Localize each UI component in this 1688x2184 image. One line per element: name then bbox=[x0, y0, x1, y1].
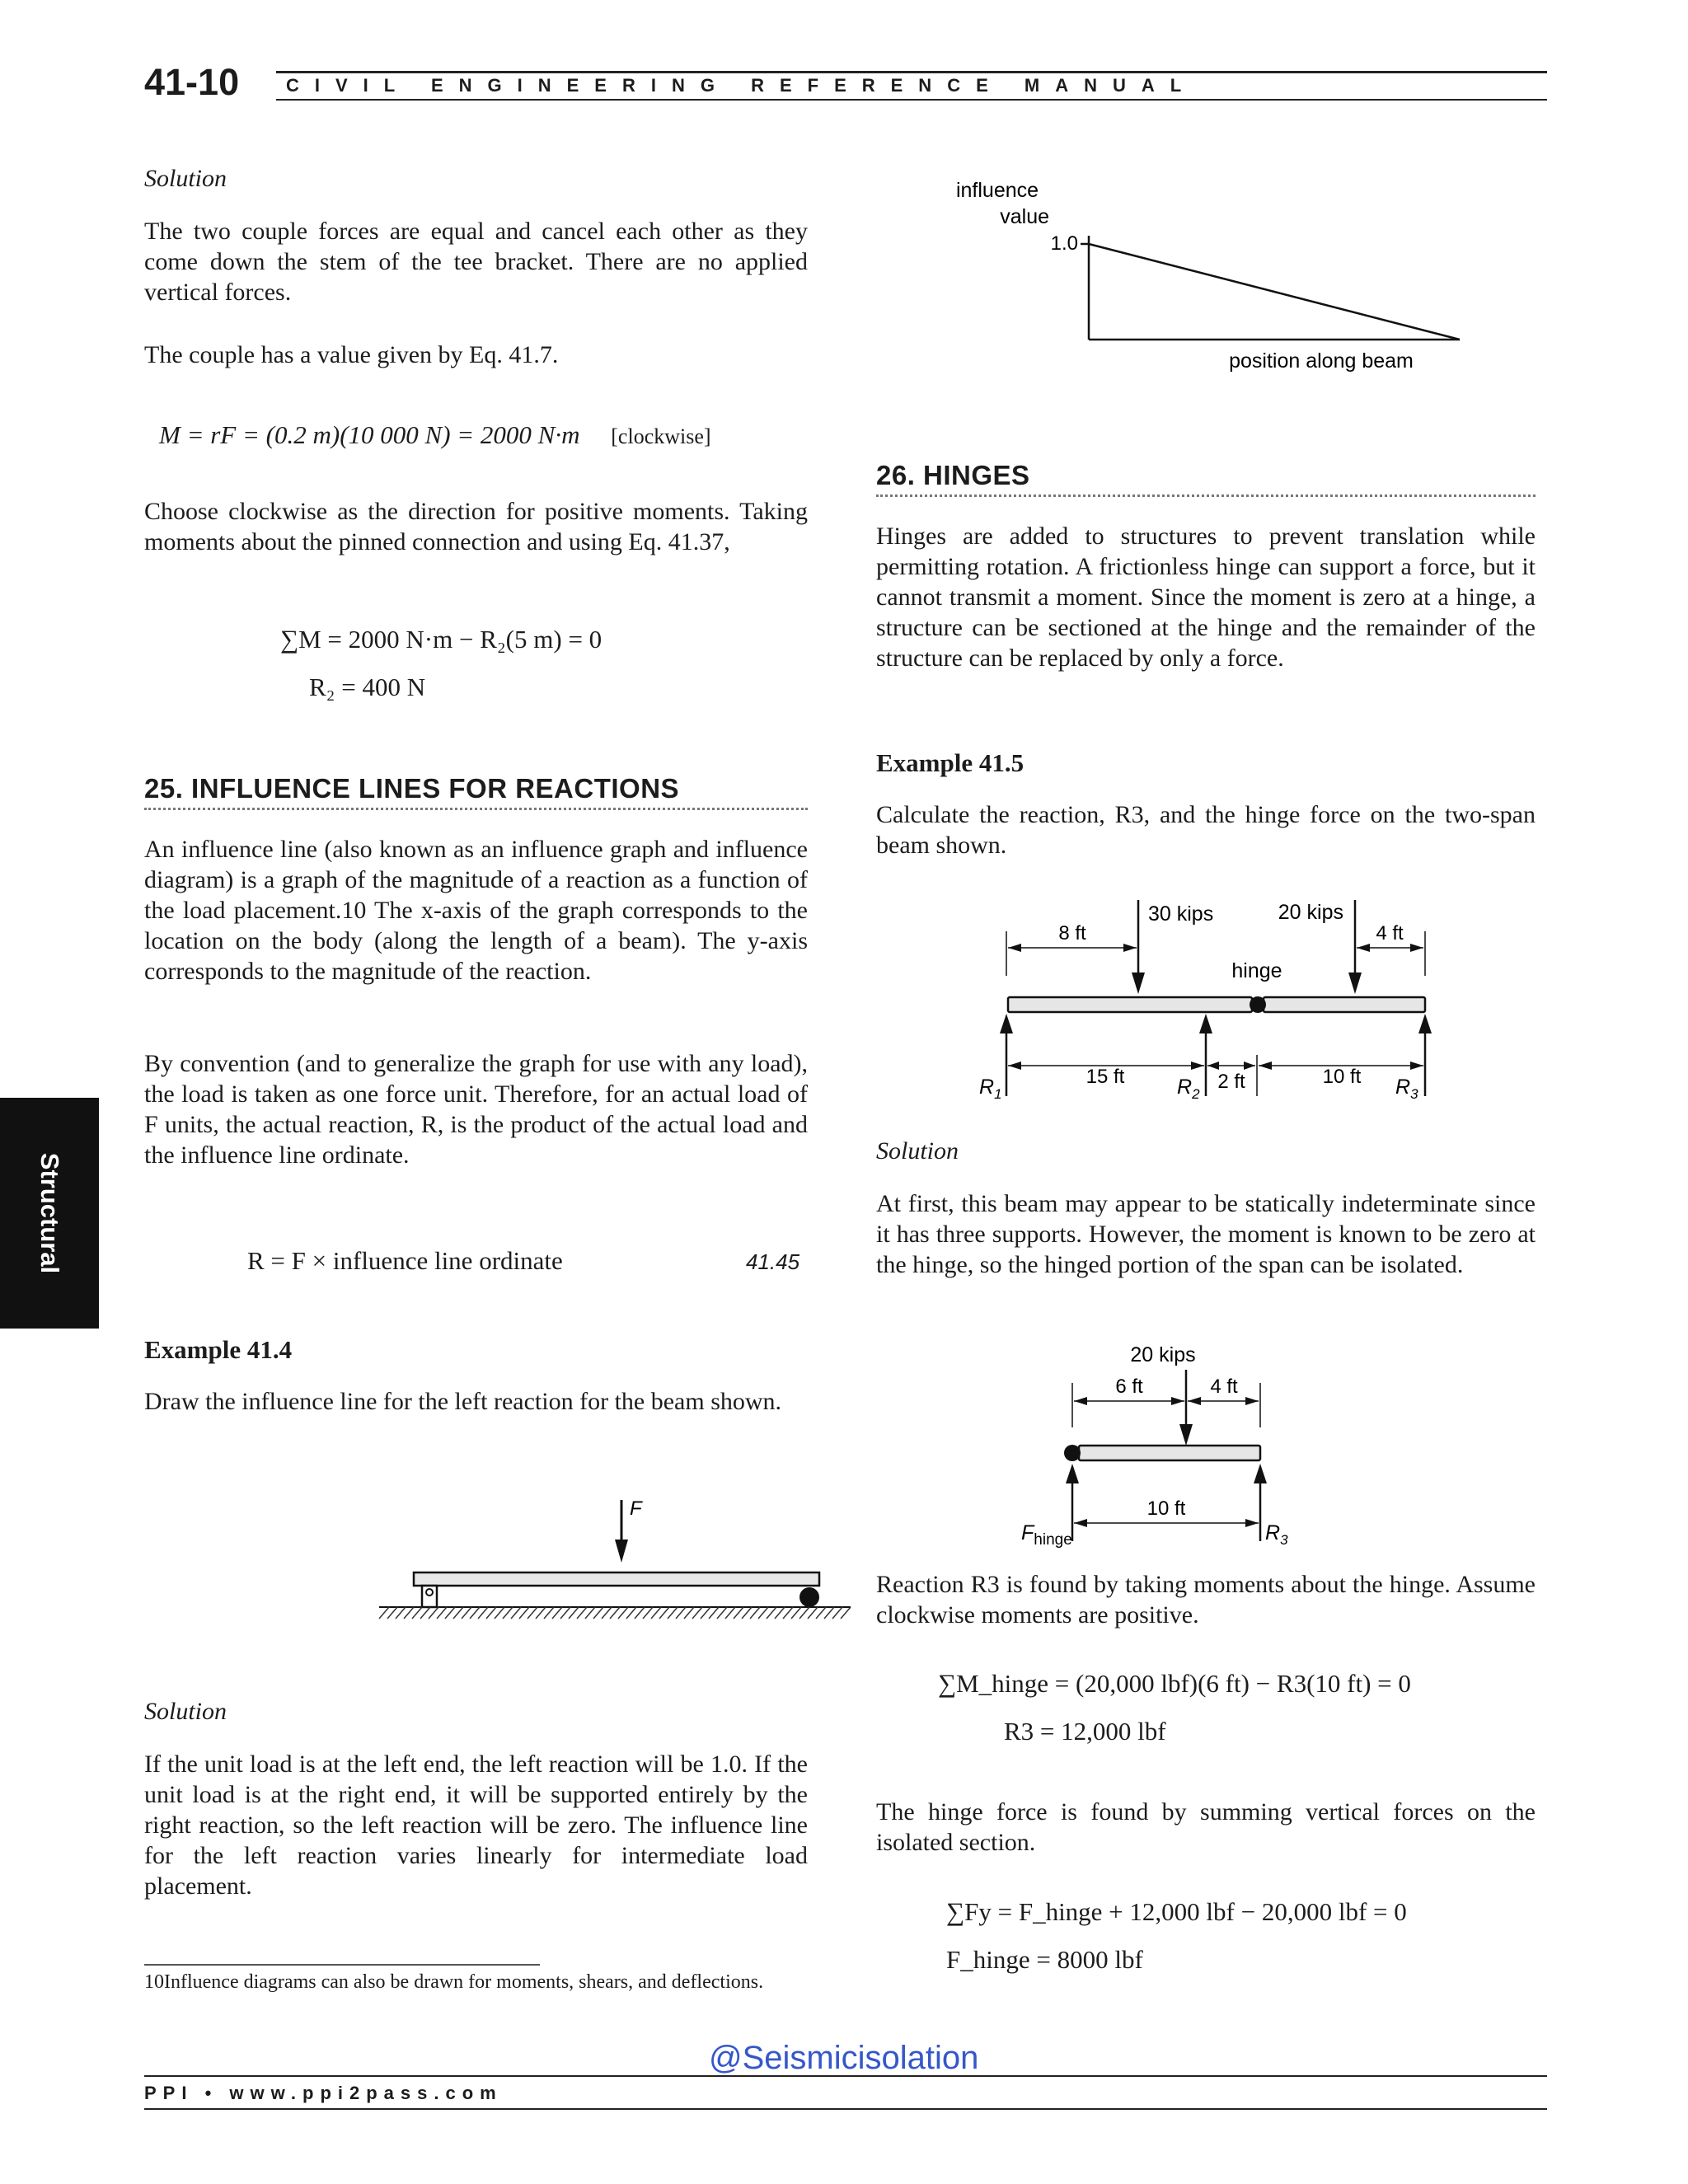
section-side-tab bbox=[0, 1098, 99, 1329]
influence-ylabel-line2: value bbox=[1000, 205, 1049, 228]
ground-hatching bbox=[379, 1607, 851, 1619]
hinge-pin bbox=[1064, 1445, 1081, 1461]
dimension-label-10ft: 10 ft bbox=[1322, 1066, 1362, 1088]
beam-left-span bbox=[1008, 997, 1252, 1012]
footnote-rule bbox=[144, 1964, 540, 1966]
example-title-41-4: Example 41.4 bbox=[144, 1335, 293, 1364]
dimension-label-15ft: 15 ft bbox=[1085, 1066, 1125, 1088]
dimension-label-8ft: 8 ft bbox=[1058, 922, 1086, 944]
equation-couple bbox=[159, 420, 711, 450]
roller-support bbox=[799, 1587, 819, 1607]
equation-moment-hinge: ∑M_hinge = (20,000 lbf)(6 ft) − R3(10 ft) = 0 bbox=[938, 1669, 1411, 1698]
paragraph: Draw the influence line for the left reaction for the beam shown. bbox=[144, 1388, 782, 1415]
load-label-20: 20 kips bbox=[1278, 901, 1343, 924]
side-tab-label: Structural bbox=[35, 1152, 64, 1274]
equation-main: M = rF = (0.2 m)(10 000 N) = 2000 N·m bbox=[159, 420, 580, 449]
load-label-30: 30 kips bbox=[1148, 902, 1214, 926]
load-label-20: 20 kips bbox=[1130, 1343, 1196, 1366]
example-title-41-5: Example 41.5 bbox=[876, 748, 1025, 777]
beam-right-span bbox=[1264, 997, 1425, 1012]
page-number: 41-10 bbox=[144, 61, 240, 103]
footer-rule-bottom bbox=[144, 2108, 1547, 2110]
isolated-section-diagram bbox=[1021, 1335, 1371, 1558]
header-rule-bottom bbox=[276, 99, 1547, 101]
dimension-label-6ft: 6 ft bbox=[1115, 1376, 1143, 1398]
equation-influence: R = F × influence line ordinate bbox=[247, 1246, 563, 1275]
paragraph-influence-line: An influence line (also known as an influence graph and influence diagram) is a graph of the magnitude of a reaction as a function of the load placement.10 The x-axis of the graph corresponds to the location on the body (along the length of a beam). The y-axis corresponds to the magnitude of the reaction. bbox=[144, 836, 808, 985]
section-heading-26: 26. HINGES bbox=[876, 460, 1030, 490]
watermark: @Seismicisolation bbox=[709, 2040, 979, 2076]
section-heading-25: 25. INFLUENCE LINES FOR REACTIONS bbox=[144, 773, 680, 804]
paragraph: Choose clockwise as the direction for positive moments. Taking moments about the pinned connection and using Eq. 41.37, bbox=[144, 498, 808, 555]
pin bbox=[426, 1589, 433, 1596]
reaction-label-r2: $R_2$ bbox=[1177, 1076, 1200, 1102]
dimension-label-10ft: 10 ft bbox=[1146, 1497, 1186, 1520]
influence-ylabel-line1: influence bbox=[955, 179, 1039, 202]
beam-section bbox=[1079, 1446, 1260, 1460]
reaction-label-r3: $R_3$ bbox=[1395, 1076, 1418, 1102]
hinge-label: hinge bbox=[1231, 959, 1282, 982]
load-arrowhead bbox=[1132, 972, 1145, 994]
hinge-force-label: $F_{hinge}$ bbox=[1021, 1521, 1072, 1549]
reaction-label-r3: $R_3$ bbox=[1265, 1521, 1288, 1548]
influence-xlabel: position along beam bbox=[1229, 349, 1414, 373]
section-rule bbox=[876, 494, 1536, 497]
equation-force-sum: ∑Fy = F_hinge + 12,000 lbf − 20,000 lbf = 0 bbox=[946, 1897, 1407, 1926]
manual-title: CIVIL ENGINEERING REFERENCE MANUAL bbox=[286, 75, 1198, 96]
equation-number: 41.45 bbox=[746, 1249, 800, 1274]
paragraph: The hinge force is found by summing vertical forces on the isolated section. bbox=[876, 1798, 1536, 1856]
solution-label: Solution bbox=[144, 165, 227, 192]
running-header bbox=[144, 59, 1547, 107]
beam bbox=[414, 1572, 819, 1586]
influence-tick-label: 1.0 bbox=[1050, 232, 1078, 255]
publisher-footer: PPI • www.ppi2pass.com bbox=[144, 2083, 503, 2103]
dimension-label-4ft: 4 ft bbox=[1210, 1376, 1238, 1398]
dimension-label-4ft: 4 ft bbox=[1376, 922, 1404, 944]
load-arrowhead bbox=[615, 1540, 628, 1563]
beam-diagram bbox=[223, 1483, 750, 1624]
reaction-label-r1: $R_1$ bbox=[979, 1076, 1002, 1102]
load-arrowhead bbox=[1179, 1424, 1193, 1446]
paragraph: Reaction R3 is found by taking moments about the hinge. Assume clockwise moments are positive. bbox=[876, 1571, 1536, 1629]
hinged-beam-diagram bbox=[876, 890, 1536, 1113]
footnote: 10Influence diagrams can also be drawn for moments, shears, and deflections. bbox=[144, 1971, 764, 1993]
load-label: F bbox=[630, 1497, 642, 1520]
paragraph: Calculate the reaction, R3, and the hinge force on the two-span beam shown. bbox=[876, 801, 1536, 859]
paragraph: By convention (and to generalize the graph for use with any load), the load is taken as one force unit. Therefore, for an actual load of F units, the actual reaction, R, is the product of the actual load and the influence line ordinate. bbox=[144, 1050, 808, 1169]
equation-r3: R3 = 12,000 lbf bbox=[1004, 1717, 1166, 1746]
equation-r2: R₂ = 400 N bbox=[309, 673, 426, 701]
footer-rule-top bbox=[144, 2075, 1547, 2077]
paragraph: The couple has a value given by Eq. 41.7. bbox=[144, 341, 559, 368]
header-rule-top bbox=[276, 71, 1547, 73]
influence-line-diagram bbox=[926, 173, 1536, 379]
equation-moment-sum: ∑M = 2000 N·m − R₂(5 m) = 0 bbox=[280, 625, 603, 654]
hinge-pin bbox=[1250, 996, 1266, 1013]
solution-label: Solution bbox=[144, 1698, 227, 1725]
influence-line bbox=[1089, 244, 1460, 340]
paragraph: At first, this beam may appear to be statically indeterminate since it has three supports. However, the moment is known to be zero at the hinge, so the hinged portion of the span can be isolated. bbox=[876, 1190, 1536, 1278]
paragraph: The two couple forces are equal and cancel each other as they come down the stem of the tee bracket. There are no applied vertical forces. bbox=[144, 218, 808, 306]
equation-hinge-force: F_hinge = 8000 lbf bbox=[946, 1945, 1143, 1974]
paragraph-hinges: Hinges are added to structures to prevent translation while permitting rotation. A frictionless hinge can support a force, but it cannot transmit a moment. Since the moment is zero at a hinge, a structure can be sectioned at the hinge and the remainder of the structure can be replaced by only a force. bbox=[876, 523, 1536, 672]
dimension-label-2ft: 2 ft bbox=[1217, 1071, 1245, 1093]
section-rule bbox=[144, 808, 808, 810]
paragraph: If the unit load is at the left end, the left reaction will be 1.0. If the unit load is at the right end, it will be supported entirely by the right reaction, so the left reaction will be zero. The influence line for the left reaction varies linearly for intermediate load placement. bbox=[144, 1750, 808, 1900]
equation-note: [clockwise] bbox=[611, 424, 711, 448]
load-arrowhead bbox=[1348, 972, 1362, 994]
solution-label: Solution bbox=[876, 1137, 959, 1165]
